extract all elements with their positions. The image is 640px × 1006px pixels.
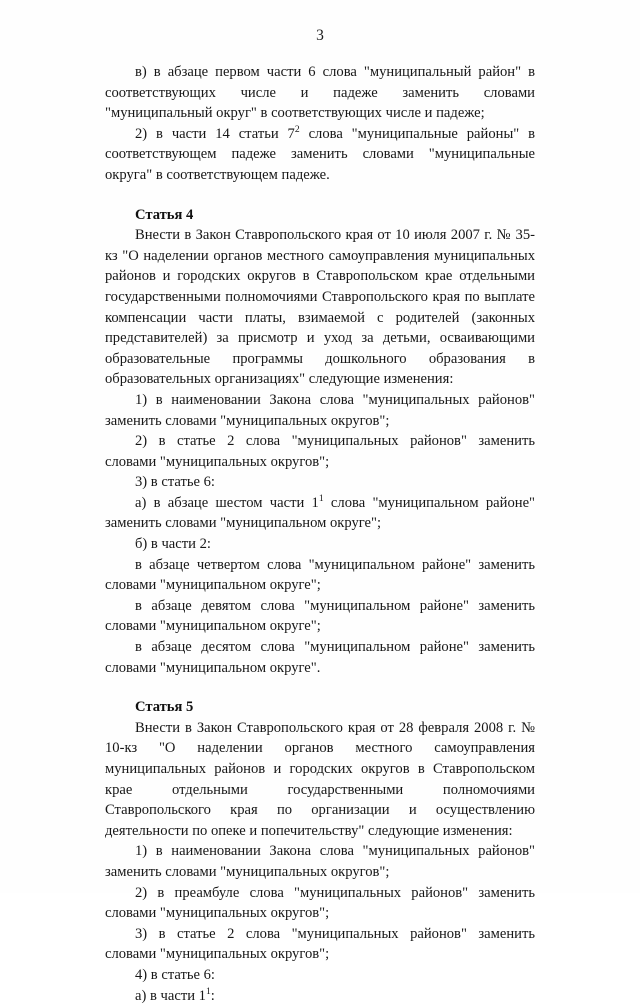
paragraph-2-text-before: 2) в части 14 статьи 7 [135, 125, 295, 142]
article-5-item-1: 1) в наименовании Закона слова "муниципальных районов" заменить словами "муниципальных округов"; [105, 843, 535, 880]
paragraph-2 [105, 124, 535, 186]
article-4-item-3a [105, 493, 535, 534]
paragraph-v: в) в абзаце первом части 6 слова "муниципальный район" в соответствующих числе и падеже заменить словами "муниципальный округ" в соответствующих числе и падеже; [105, 64, 535, 122]
article-5-item-2: 2) в преамбуле слова "муниципальных районов" заменить словами "муниципальных округов"; [105, 884, 535, 922]
article-5-heading: Статья 5 [135, 699, 194, 716]
article-4-item-3b-abz9: в абзаце девятом слова "муниципальном районе" заменить словами "муниципальном округе"; [105, 597, 535, 635]
article-4-item-3a-text-before: а) в абзаце шестом части 1 [135, 494, 319, 511]
article-4-item-3a-superscript: 1 [318, 493, 324, 505]
article-5-item-3: 3) в статье 2 слова "муниципальных районов" заменить словами "муниципальных округов"; [105, 925, 535, 963]
article-5-item-4: 4) в статье 6: [135, 966, 215, 983]
document-body [105, 62, 535, 1006]
spacer-before-article-4 [105, 186, 535, 205]
article-4-heading: Статья 4 [135, 206, 194, 223]
article-5-item-4a [105, 986, 535, 1006]
article-4-item-1: 1) в наименовании Закона слова "муниципальных районов" заменить словами "муниципальных округов"; [105, 391, 535, 429]
article-4-item-3b-abz4: в абзаце четвертом слова "муниципальном районе" заменить словами "муниципальном округе"; [105, 556, 535, 594]
article-4-item-3b-abz10: в абзаце десятом слова "муниципальном районе" заменить словами "муниципальном округе". [105, 639, 535, 676]
article-5-item-4a-superscript: 1 [205, 985, 211, 997]
article-5-intro: Внести в Закон Ставропольского края от 28 февраля 2008 г. № 10-кз "О наделении органов местного самоуправления муниципальных районов и городских округов в Ставропольском крае отдельными государственными полномочиями Ставропольского края по организации и осуществлению деятельности по опеке и попечительству" следующие изменения: [105, 719, 535, 839]
spacer-before-article-5 [105, 678, 535, 697]
article-4-item-3b: б) в части 2: [135, 536, 211, 553]
article-4-item-3: 3) в статье 6: [135, 474, 215, 491]
article-5-item-4a-text-before: а) в части 1 [135, 987, 206, 1004]
article-5-item-4a-text-after: : [210, 987, 215, 1004]
article-4-item-3a-text-after: слова "муниципальном районе" заменить словами "муниципальном округе"; [105, 494, 535, 532]
paragraph-2-superscript: 2 [294, 123, 300, 135]
article-4-item-2: 2) в статье 2 слова "муниципальных районов" заменить словами "муниципальных округов"; [105, 433, 535, 470]
paragraph-2-text-after: слова "муниципальные районы" в соответствующем падеже заменить словами "муниципальные округа" в соответствующем падеже. [105, 125, 535, 183]
page-number: 3 [316, 27, 324, 44]
article-4-intro: Внести в Закон Ставропольского края от 10 июля 2007 г. № 35-кз "О наделении органов местного самоуправления муниципальных районов и городских округов в Ставропольском крае отдельными государственными полномочиями Ставропольского края по выплате компенсации части платы, взимаемой с родителей (законных представителей) за присмотр и уход за детьми, осваивающими образовательные программы дошкольного образования в образовательных организациях" следующие изменения: [105, 227, 535, 388]
